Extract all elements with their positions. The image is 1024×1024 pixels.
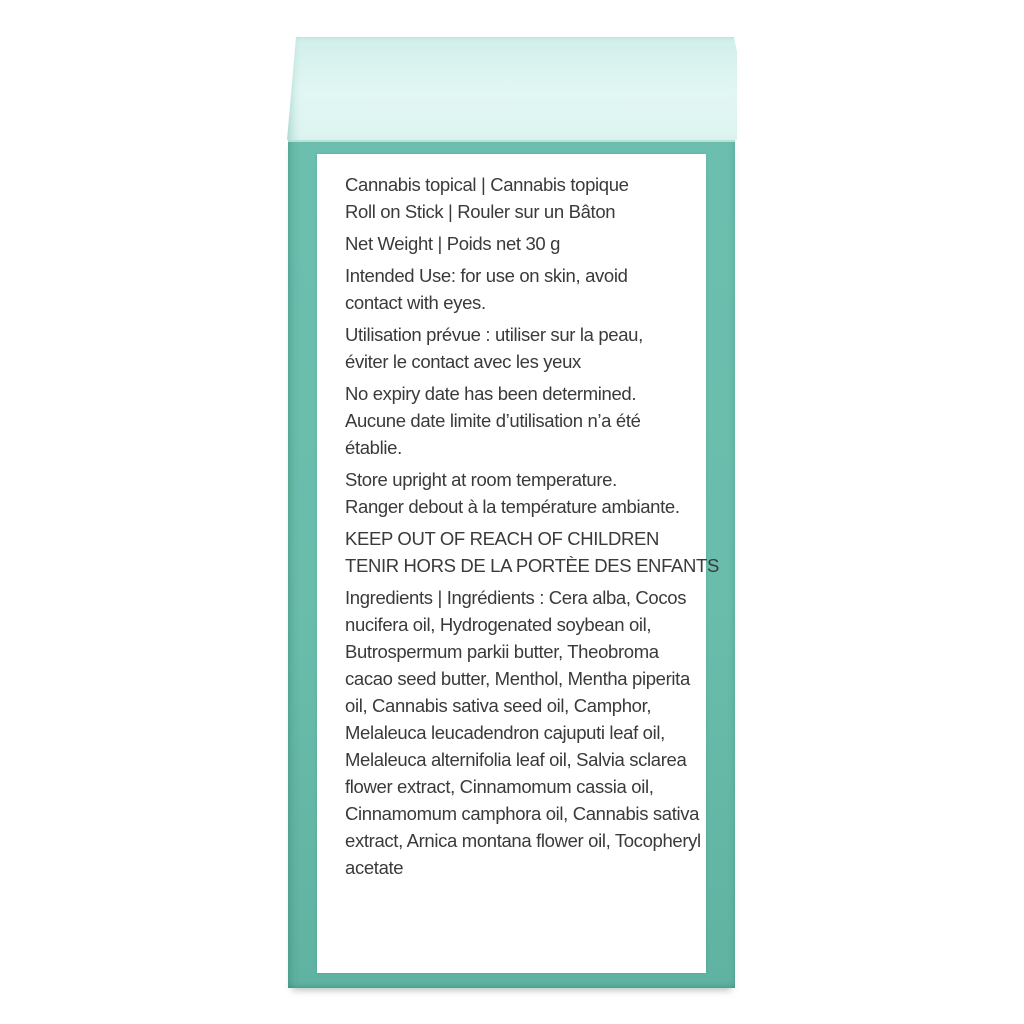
label-line: Utilisation prévue : utiliser sur la peau, [345, 324, 643, 345]
label-line: établie. [345, 437, 402, 458]
box-top-flap [287, 37, 737, 140]
label-paragraph [345, 321, 702, 375]
label-line: Melaleuca alternifolia leaf oil, Salvia sclarea [345, 749, 687, 770]
label-line: éviter le contact avec les yeux [345, 351, 581, 372]
label-line: Cinnamomum camphora oil, Cannabis sativa [345, 803, 700, 824]
label-line: oil, Cannabis sativa seed oil, Camphor, [345, 695, 652, 716]
label-line: Ranger debout à la température ambiante. [345, 496, 680, 517]
label-line: acetate [345, 857, 404, 878]
label-line: Butrospermum parkii butter, Theobroma [345, 641, 659, 662]
label-line: flower extract, Cinnamomum cassia oil, [345, 776, 654, 797]
label-line: Intended Use: for use on skin, avoid [345, 265, 628, 286]
label-line: cacao seed butter, Menthol, Mentha piperita [345, 668, 690, 689]
label-line: contact with eyes. [345, 292, 486, 313]
label-paragraph [345, 262, 702, 316]
label-line: Store upright at room temperature. [345, 469, 617, 490]
label-line: Melaleuca leucadendron cajuputi leaf oil, [345, 722, 665, 743]
label-paragraph [345, 466, 702, 520]
label-line: No expiry date has been determined. [345, 383, 637, 404]
label-line: Ingredients | Ingrédients : Cera alba, Cocos [345, 587, 687, 608]
product-label [317, 154, 719, 973]
label-line: KEEP OUT OF REACH OF CHILDREN [345, 528, 659, 549]
label-line: nucifera oil, Hydrogenated soybean oil, [345, 614, 652, 635]
label-text [345, 171, 719, 886]
label-line: Roll on Stick | Rouler sur un Bâton [345, 201, 616, 222]
label-line: TENIR HORS DE LA PORTÈE DES ENFANTS [345, 555, 719, 576]
box-front-panel [288, 140, 735, 988]
label-line: Cannabis topical | Cannabis topique [345, 174, 629, 195]
label-paragraph [345, 525, 719, 579]
label-paragraph [345, 230, 702, 257]
label-line: Net Weight | Poids net 30 g [345, 233, 561, 254]
label-line: extract, Arnica montana flower oil, Tocopheryl [345, 830, 701, 851]
label-paragraph [345, 584, 702, 881]
label-paragraph [345, 171, 702, 225]
label-paragraph [345, 380, 702, 461]
label-line: Aucune date limite d’utilisation n’a été [345, 410, 641, 431]
